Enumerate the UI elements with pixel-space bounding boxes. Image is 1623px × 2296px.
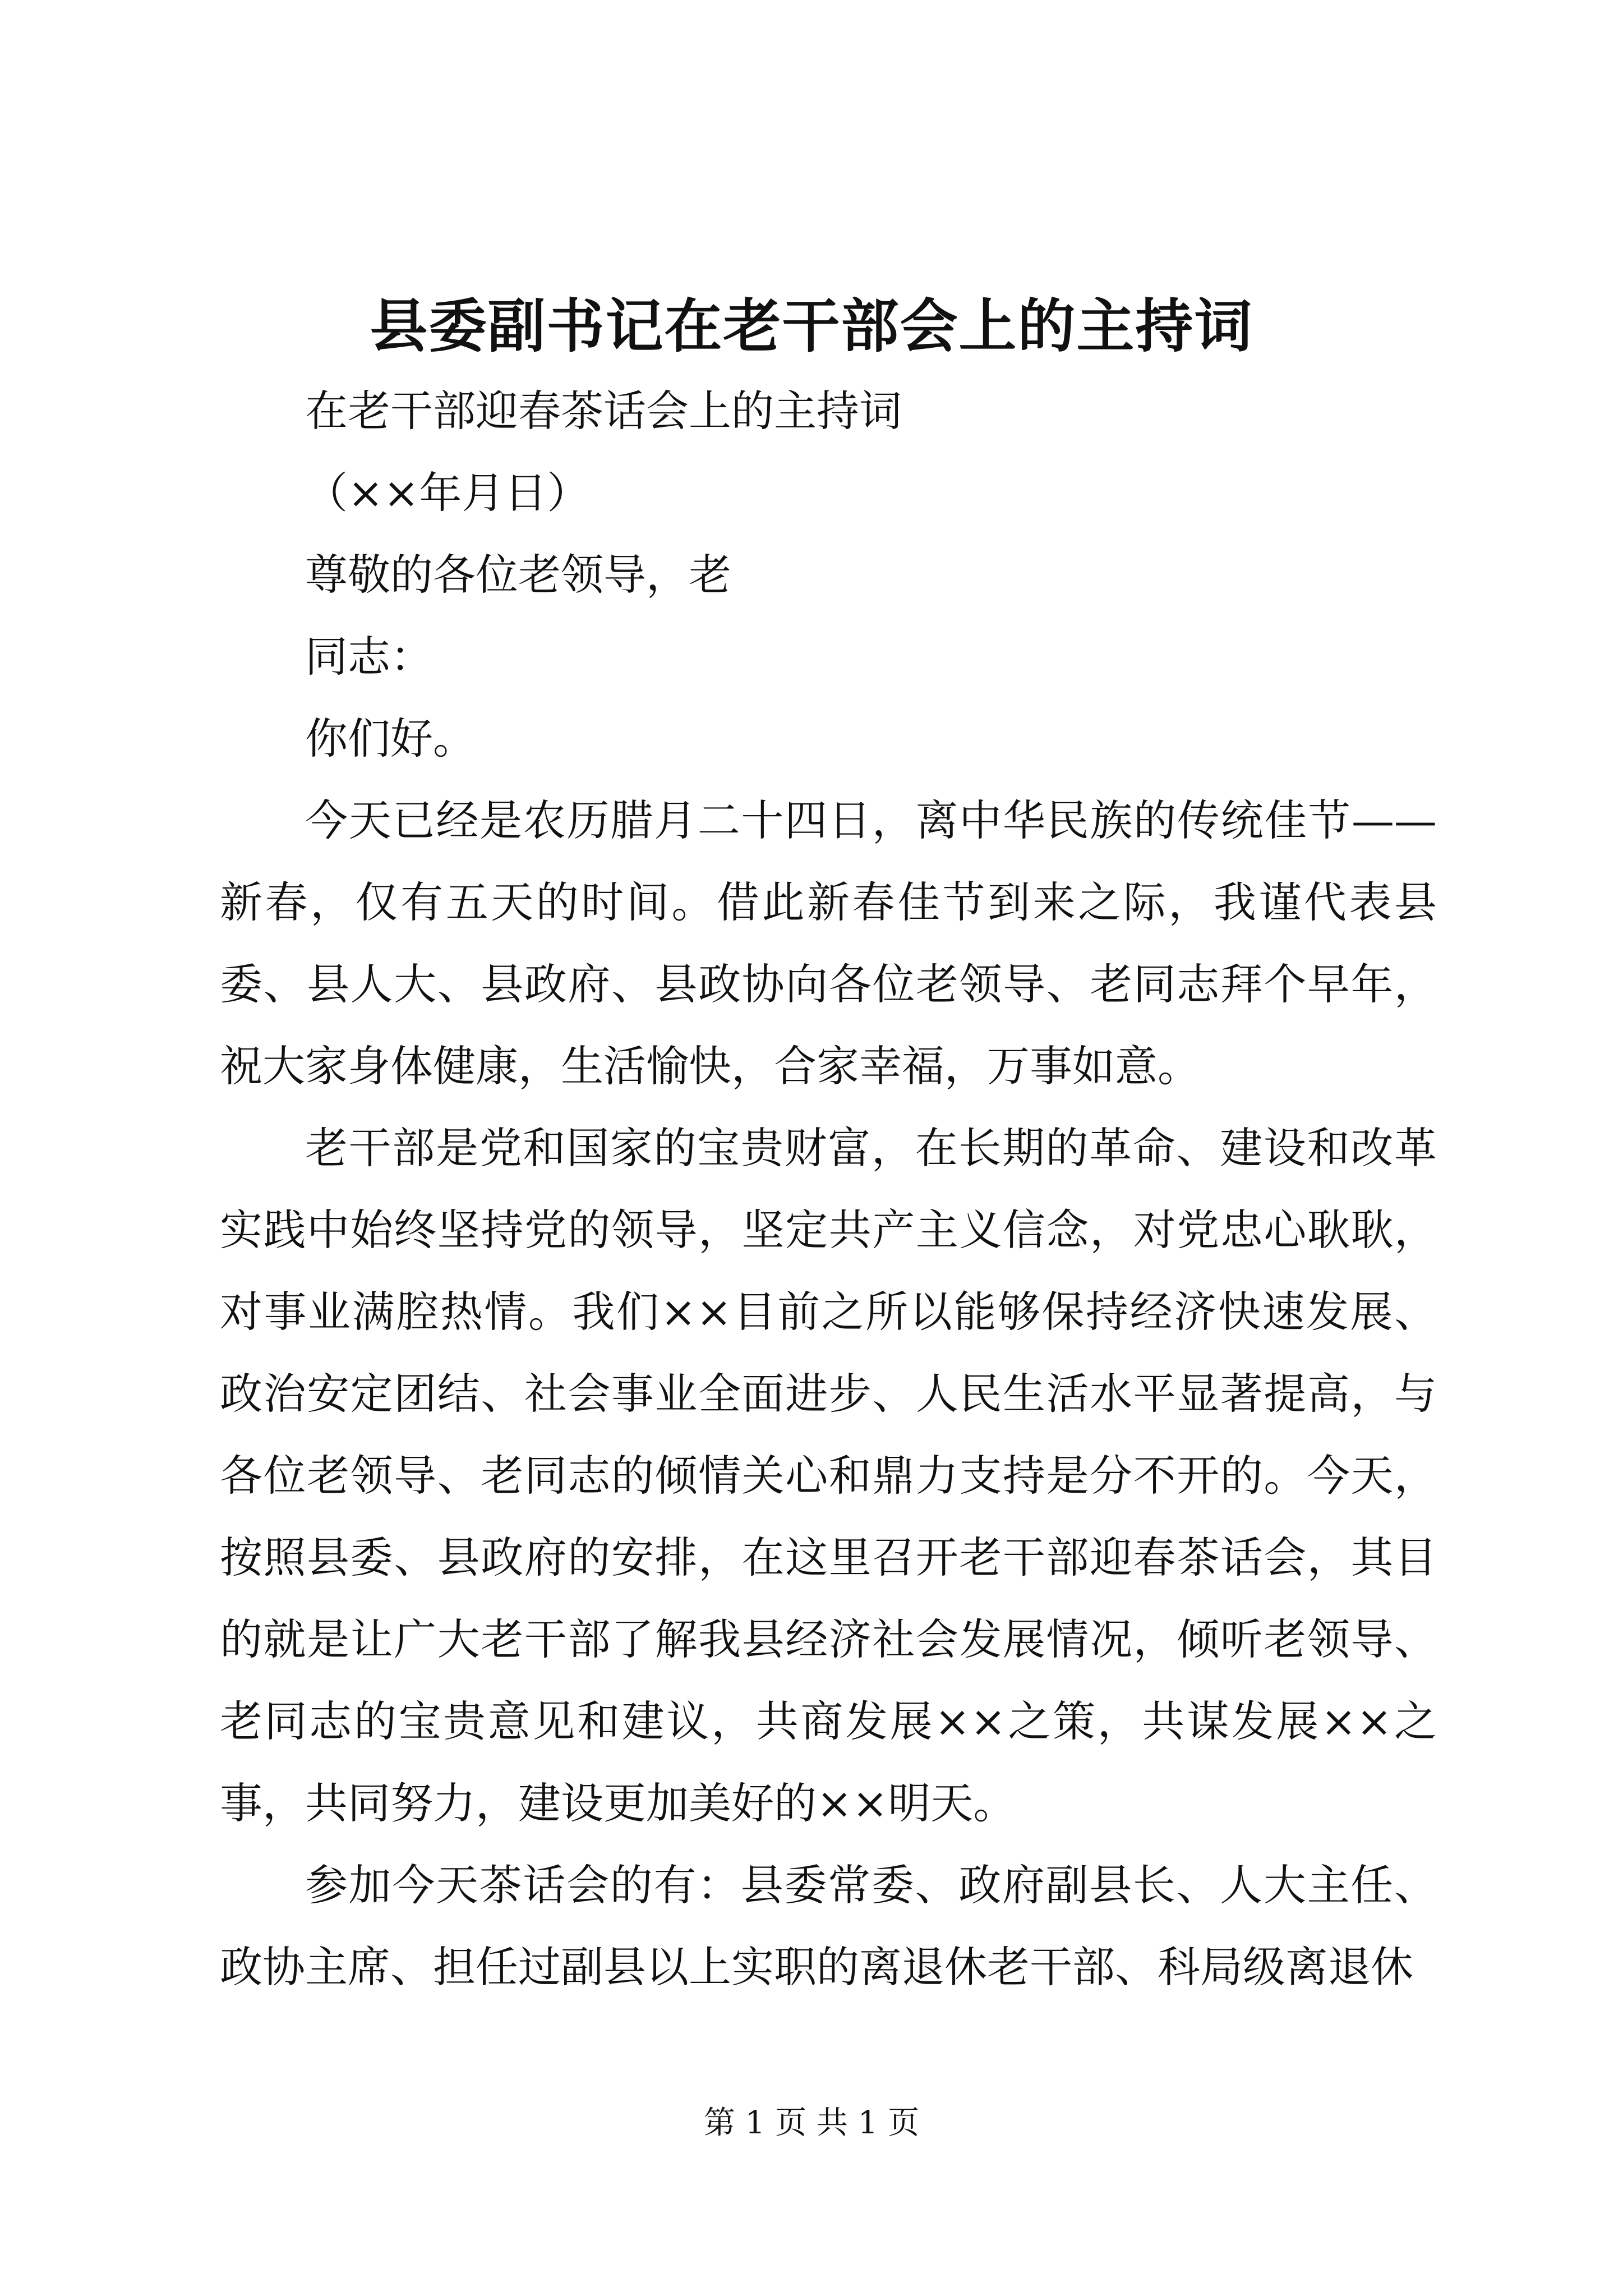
salutation-line-2: 同志： — [305, 632, 433, 682]
document-title: 县委副书记在老干部会上的主持词 — [370, 292, 1253, 360]
paragraph-1: 今天已经是农历腊月二十四日，离中华民族的传统佳节——新春，仅有五天的时间。借此新春佳节到来之际，我谨代表县委、县人大、县政府、县政协向各位老领导、老同志拜个早年，祝大家身体健康，生活愉快，合家幸福，万事如意。 — [220, 795, 1437, 1091]
subtitle: 在老干部迎春茶话会上的主持词 — [305, 386, 902, 436]
salutation-line-1: 尊敬的各位老领导，老 — [305, 550, 731, 600]
paragraph-2: 老干部是党和国家的宝贵财富，在长期的革命、建设和改革实践中始终坚持党的领导，坚定共产主义信念，对党忠心耿耿，对事业满腔热情。我们××目前之所以能够保持经济快速发展、政治安定团结、社会事业全面进步、人民生活水平显著提高，与各位老领导、老同志的倾情关心和鼎力支持是分不开的。今天，按照县委、县政府的安排，在这里召开老干部迎春茶话会，其目的就是让广大老干部了解我县经济社会发展情况，倾听老领导、老同志的宝贵意见和建议，共商发展××之策，共谋发展××之事，共同努力，建设更加美好的××明天。 — [220, 1123, 1437, 1828]
date-line: （××年月日） — [305, 468, 590, 518]
greeting: 你们好。 — [305, 714, 476, 763]
paragraph-3: 参加今天茶话会的有：县委常委、政府副县长、人大主任、政协主席、担任过副县以上实职的离退休老干部、科局级离退休 — [220, 1860, 1437, 1992]
page-number-footer: 第 1 页 共 1 页 — [703, 2105, 920, 2141]
document-body — [220, 370, 1437, 2008]
